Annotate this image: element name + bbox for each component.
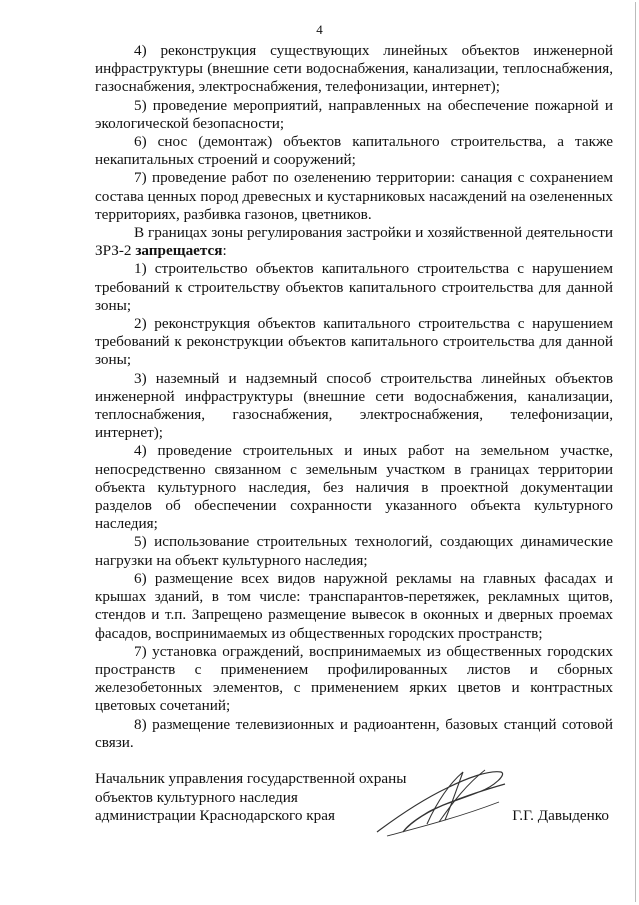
paragraph: 7) установка ограждений, воспринимаемых из общественных городских пространств с применением профилированных листов и сборных железобетонных элементов, с применением ярких цветов и контрастных цветовых сочетаний; [95,642,613,715]
paragraph: 5) использование строительных технологий, создающих динамические нагрузки на объект культурного наследия; [95,533,613,569]
paragraph: 4) реконструкция существующих линейных объектов инженерной инфраструктуры (внешние сети водоснабжения, канализации, теплоснабжения, газоснабжения, электроснабжения, телефонизации, интернет); [95,42,613,96]
scan-edge-line [635,2,636,902]
paragraph: 1) строительство объектов капитального строительства с нарушением требований к строительству объектов капитального строительства для данной зоны; [95,260,613,314]
signatory-name: Г.Г. Давыденко [512,807,609,824]
prohibited-keyword: запрещается [135,242,223,260]
signatory-title-line: Начальник управления государственной охраны [95,770,407,787]
intro-colon: : [222,242,227,260]
signatory-title-line: объектов культурного наследия [95,788,298,806]
paragraph: 8) размещение телевизионных и радиоантенн, базовых станций сотовой связи. [95,715,613,751]
signature-block [95,770,615,826]
paragraph: 7) проведение работ по озеленению территории: санация с сохранением состава ценных пород древесных и кустарниковых насаждений на озелененных территориях, разбивка газонов, цветников. [95,169,613,223]
page-number: 4 [316,22,323,37]
intro-text: В границах зоны регулирования застройки и хозяйственной деятельности ЗРЗ-2 [95,224,613,260]
paragraph-prohibited-intro [95,224,613,260]
handwritten-signature [367,762,517,842]
paragraph: 4) проведение строительных и иных работ на земельном участке, непосредственно связанном с земельным участком в границах территории объекта культурного наследия, без наличия в проектной документации разделов об обеспечении сохранности указанного объекта культурного наследия; [95,442,613,533]
signatory-title-line: администрации Краснодарского края [95,807,335,824]
paragraph: 6) размещение всех видов наружной рекламы на главных фасадах и крышах зданий, в том числе: транспарантов-перетяжек, рекламных щитов, стендов и т.п. Запрещено размещение вывесок в оконных и дверных проемах фасадов, воспринимаемых из общественных городских пространств; [95,569,613,642]
document-body [95,42,613,752]
paragraph: 5) проведение мероприятий, направленных на обеспечение пожарной и экологической безопасности; [95,96,613,132]
paragraph: 6) снос (демонтаж) объектов капитального строительства, а также некапитальных строений и сооружений; [95,133,613,169]
paragraph: 3) наземный и надземный способ строительства линейных объектов инженерной инфраструктуры (внешние сети водоснабжения, канализации, теплоснабжения, газоснабжения, электроснабжения, телефонизации, интернет); [95,369,613,442]
paragraph: 2) реконструкция объектов капитального строительства с нарушением требований к реконструкции объектов капитального строительства для данной зоны; [95,315,613,369]
